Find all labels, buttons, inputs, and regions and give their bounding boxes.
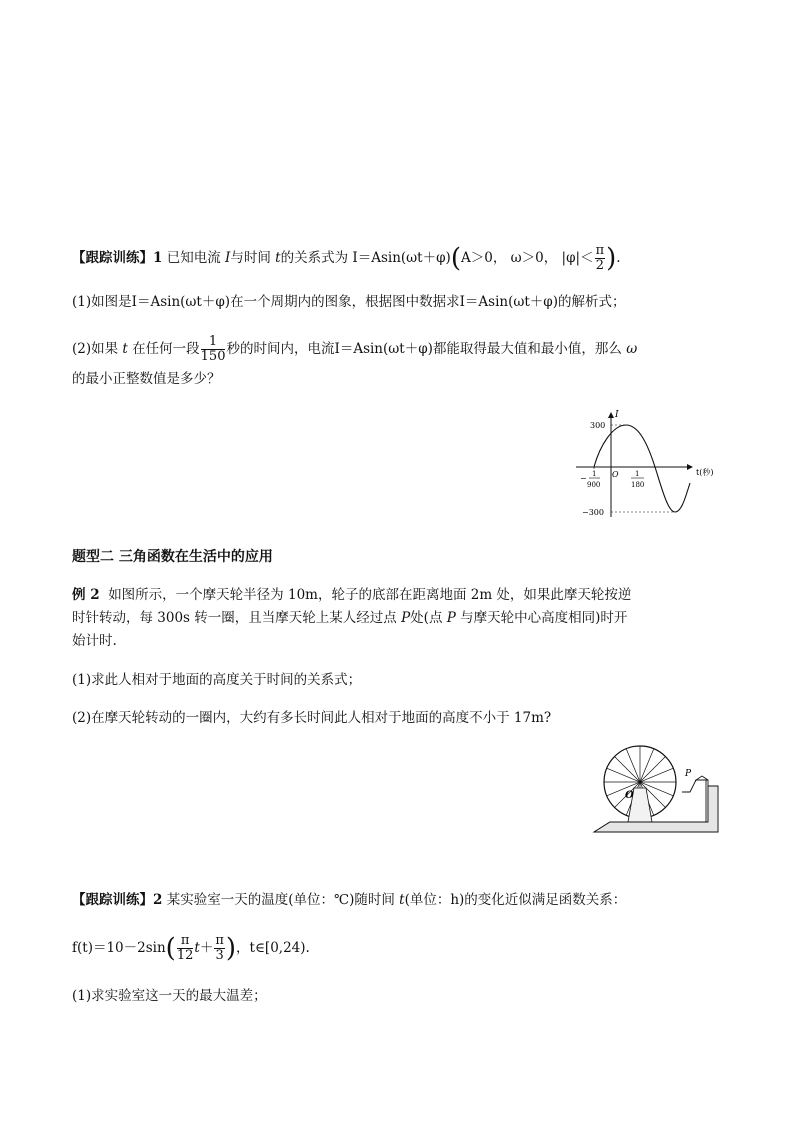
track2-line-1: 【跟踪训练】2 某实验室一天的温度(单位：℃)随时间 t(单位：h)的变化近似满足函数关系： bbox=[72, 892, 627, 908]
y-max-label: 300 bbox=[590, 421, 606, 430]
example2-label: 例 2 bbox=[72, 587, 100, 603]
ferris-wheel-figure bbox=[590, 740, 725, 835]
left-tick-num: 1 bbox=[592, 470, 597, 478]
example2-line-3: 始计时. bbox=[72, 633, 117, 649]
right-tick-den: 180 bbox=[631, 481, 645, 489]
one-over-150-fraction: $\frac{1}{150}$ bbox=[200, 334, 226, 364]
left-tick-sign: − bbox=[580, 474, 587, 483]
y-axis-label: I bbox=[615, 410, 619, 420]
wheel-center-label: O bbox=[625, 790, 634, 801]
pi-over-12-fraction: $\frac{\pi}{12}$ bbox=[176, 933, 194, 963]
track1-stem: 【跟踪训练】1 已知电流 I与时间 t的关系式为 I＝Asin(ωt＋φ)(A＞0， ω＞0， |φ|＜ $\frac{\pi}{2}$ ). bbox=[72, 243, 621, 274]
track2-question-1: (1)求实验室这一天的最大温差； bbox=[72, 988, 267, 1004]
example2-question-2: (2)在摩天轮转动的一圈内，大约有多长时间此人相对于地面的高度不小于 17m? bbox=[72, 710, 552, 726]
origin-label: O bbox=[612, 470, 619, 479]
ground-fill bbox=[594, 786, 718, 832]
sine-curve bbox=[594, 425, 690, 512]
track2-title: 【跟踪训练】2 bbox=[72, 892, 163, 908]
pi-over-2-fraction: $\frac{\pi}{2}$ bbox=[595, 243, 605, 273]
right-tick-num: 1 bbox=[635, 470, 640, 478]
left-tick-den: 900 bbox=[587, 481, 601, 489]
pi-over-3-fraction: $\frac{\pi}{3}$ bbox=[215, 933, 224, 963]
example2-question-1: (1)求此人相对于地面的高度关于时间的关系式； bbox=[72, 672, 362, 688]
tower bbox=[682, 780, 706, 822]
section2-title: 题型二 三角函数在生活中的应用 bbox=[72, 549, 273, 565]
track2-function: f(t)＝10－2sin( $\frac{\pi}{12}$ t＋ $\frac{\pi}{3}$ )，t∈[0,24). bbox=[72, 933, 310, 964]
example2-line-2: 时针转动，每 300s 转一圈，且当摩天轮上某人经过点 P处(点 P 与摩天轮中心高度相同)时开 bbox=[72, 610, 628, 626]
current-sine-graph bbox=[568, 405, 728, 520]
track1-question-1: (1)如图是I＝Asin(ωt＋φ)在一个周期内的图象，根据图中数据求I＝Asin(ωt＋φ)的解析式； bbox=[72, 294, 626, 310]
track1-title: 【跟踪训练】1 bbox=[72, 250, 163, 266]
track1-question-2: (2)如果 t 在任何一段 $\frac{1}{150}$ 秒的时间内，电流I＝Asin(ωt＋φ)都能取得最大值和最小值，那么 ω bbox=[72, 334, 638, 364]
wheel-point-label: P bbox=[685, 769, 692, 779]
example2-line-1: 例 2 如图所示，一个摩天轮半径为 10m，轮子的底部在距离地面 2m 处，如果此摩天轮按逆 bbox=[72, 587, 632, 603]
track1-question-2-cont: 的最小正整数值是多少？ bbox=[72, 371, 221, 387]
y-min-label: −300 bbox=[582, 508, 604, 517]
x-axis-label: t(秒) bbox=[696, 468, 714, 477]
